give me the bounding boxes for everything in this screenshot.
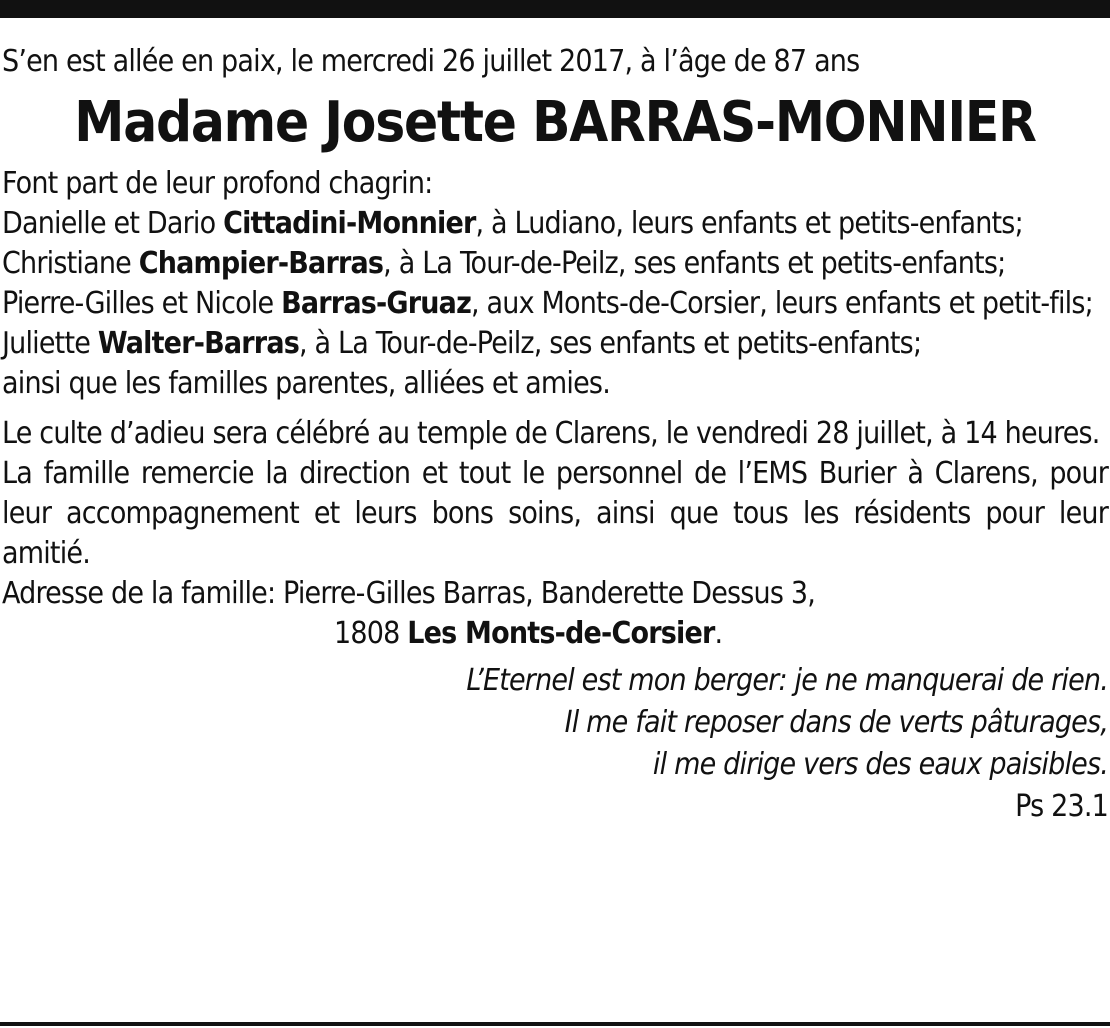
verse-line: L’Eternel est mon berger: je ne manquerai de rien. bbox=[466, 663, 1108, 698]
family-entry-text: , à Ludiano, leurs enfants et petits-enfants; bbox=[475, 206, 1023, 241]
verse-line: Il me fait reposer dans de verts pâturages, bbox=[564, 705, 1108, 740]
family-address-line: Adresse de la famille: Pierre-Gilles Barras, Banderette Dessus 3, bbox=[2, 576, 816, 611]
family-entry-text: Juliette bbox=[2, 326, 98, 361]
address-postcode: 1808 bbox=[334, 616, 408, 651]
intro-line: S’en est allée en paix, le mercredi 26 juillet 2017, à l’âge de 87 ans bbox=[2, 44, 860, 79]
family-heading: Font part de leur profond chagrin: bbox=[2, 166, 433, 201]
address-town: Les Monts-de-Corsier bbox=[407, 616, 715, 651]
ceremony-details: Le culte d’adieu sera célébré au temple de Clarens, le vendredi 28 juillet, à 14 heures. bbox=[2, 416, 1100, 451]
family-surname: Champier-Barras bbox=[138, 246, 384, 281]
family-entry bbox=[2, 324, 1108, 364]
family-surname: Cittadini-Monnier bbox=[223, 206, 476, 241]
family-surname: Walter-Barras bbox=[97, 326, 299, 361]
bottom-border-rule bbox=[0, 1022, 1110, 1026]
family-entry-text: Pierre-Gilles et Nicole bbox=[2, 286, 282, 321]
family-entry-text: , aux Monts-de-Corsier, leurs enfants et petit-fils; bbox=[471, 286, 1093, 321]
family-entry-text: , à La Tour-de-Peilz, ses enfants et petits-enfants; bbox=[383, 246, 1006, 281]
verse-reference: Ps 23.1 bbox=[1015, 789, 1108, 824]
top-border-rule bbox=[0, 0, 1110, 18]
family-surname: Barras-Gruaz bbox=[281, 286, 471, 321]
family-entry-text: Christiane bbox=[2, 246, 139, 281]
family-address-town-line bbox=[2, 614, 1108, 654]
family-entry bbox=[2, 244, 1108, 284]
verse-line: il me dirige vers des eaux paisibles. bbox=[652, 747, 1108, 782]
family-entry bbox=[2, 284, 1108, 324]
deceased-name-title: Madame Josette BARRAS-MONNIER bbox=[74, 90, 1036, 155]
family-entry bbox=[2, 204, 1108, 244]
family-entry-text: , à La Tour-de-Peilz, ses enfants et petits-enfants; bbox=[299, 326, 922, 361]
family-closing: ainsi que les familles parentes, alliées et amies. bbox=[2, 366, 610, 401]
obituary-notice bbox=[2, 42, 1108, 828]
thanks-paragraph: La famille remercie la direction et tout le personnel de l’EMS Burier à Clarens, pour leur accompagnement et leurs bons soins, ainsi que tous les résidents pour leur amitié. bbox=[2, 456, 1108, 571]
family-entry-text: Danielle et Dario bbox=[2, 206, 224, 241]
address-end: . bbox=[714, 616, 723, 651]
